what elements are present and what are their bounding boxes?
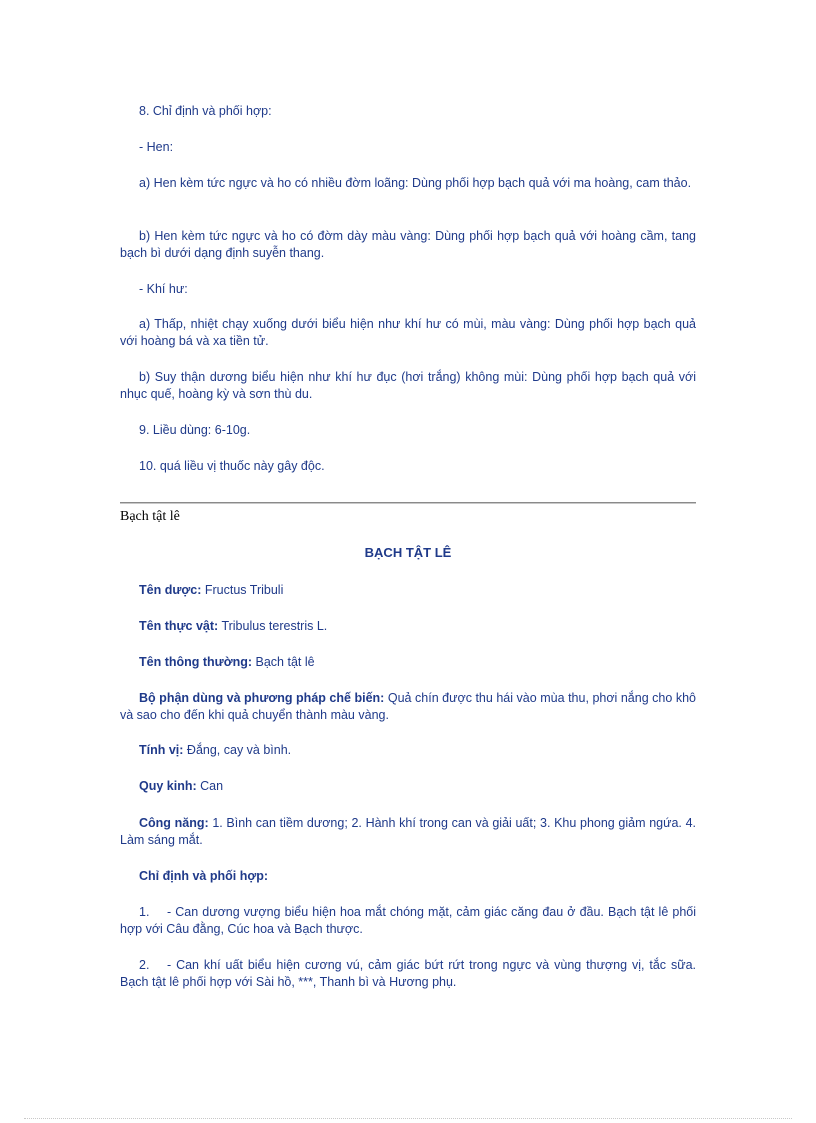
list-item	[120, 957, 696, 991]
quy-kinh-field	[120, 778, 696, 795]
cong-nang-field	[120, 815, 696, 849]
ten-thong-thuong-value: Bạch tật lê	[252, 655, 315, 669]
hen-heading: - Hen:	[139, 140, 174, 154]
ten-thong-thuong-label: Tên thông thường:	[139, 655, 253, 669]
ten-duoc-label: Tên dược:	[139, 583, 202, 597]
ten-duoc-field	[120, 582, 696, 599]
overdose-paragraph: 10. quá liều vị thuốc này gây độc.	[139, 459, 325, 473]
bo-phan-label: Bộ phận dùng và phương pháp chế biến:	[139, 691, 385, 705]
ten-thuc-vat-value: Tribulus terestris L.	[218, 619, 328, 633]
quy-kinh-label: Quy kinh:	[139, 779, 197, 793]
chi-dinh-label: Chỉ định và phối hợp:	[139, 869, 269, 883]
hen-item-a: a) Hen kèm tức ngực và ho có nhiều đờm loãng: Dùng phối hợp bạch quả với ma hoàng, cam thảo.	[139, 176, 692, 190]
page-bottom-border	[24, 1118, 792, 1119]
list-item-number: 1.	[139, 905, 150, 919]
ten-thong-thuong-field	[120, 654, 696, 671]
quy-kinh-value: Can	[196, 779, 224, 793]
khi-hu-item-a: a) Thấp, nhiệt chạy xuống dưới biểu hiện như khí hư có mùi, màu vàng: Dùng phối hợp bạch quả với hoàng bá và xa tiền tử.	[120, 317, 696, 348]
bo-phan-field	[120, 690, 696, 724]
hen-item-b: b) Hen kèm tức ngực và ho có đờm dày màu vàng: Dùng phối hợp bạch quả với hoàng cầm, tang bạch bì dưới dạng định suyễn thang.	[120, 229, 696, 260]
cong-nang-value: 1. Bình can tiềm dương; 2. Hành khí trong can và giải uất; 3. Khu phong giảm ngứa. 4. Làm sáng mắt.	[120, 816, 696, 847]
list-item	[120, 904, 696, 938]
tinh-vi-field	[120, 742, 696, 759]
page-title: BẠCH TẬT LÊ	[364, 545, 452, 560]
cong-nang-label: Công năng:	[139, 816, 209, 830]
chi-dinh-heading	[120, 868, 696, 885]
horizontal-divider	[120, 502, 696, 504]
list-item-number: 2.	[139, 958, 150, 972]
tinh-vi-label: Tính vị:	[139, 743, 184, 757]
section-heading: Bạch tật lê	[120, 509, 180, 524]
section-8-heading: 8. Chỉ định và phối hợp:	[139, 104, 272, 118]
list-item-text: - Can dương vượng biểu hiện hoa mắt chóng mặt, cảm giác căng đau ở đầu. Bạch tật lê phối hợp với Câu đằng, Cúc hoa và Bạch thược.	[120, 905, 696, 936]
bo-phan-value: Quả chín được thu hái vào mùa thu, phơi nắng cho khô và sao cho đến khi quả chuyển thành màu vàng.	[120, 691, 696, 722]
tinh-vi-value: Đắng, cay và bình.	[183, 743, 292, 757]
ten-thuc-vat-field	[120, 618, 696, 635]
list-item-text: - Can khí uất biểu hiện cương vú, cảm giác bứt rứt trong ngực và vùng thượng vị, tắc sữa. Bạch tật lê phối hợp với Sài hồ, ***, Thanh bì và Hương phụ.	[120, 958, 696, 989]
khi-hu-item-b: b) Suy thận dương biểu hiện như khí hư đục (hơi trắng) không mùi: Dùng phối hợp bạch quả với nhục quế, hoàng kỳ và sơn thù du.	[120, 370, 696, 401]
ten-thuc-vat-label: Tên thực vật:	[139, 619, 219, 633]
dosage-paragraph: 9. Liều dùng: 6-10g.	[139, 423, 251, 437]
ten-duoc-value: Fructus Tribuli	[201, 583, 284, 597]
khi-hu-heading: - Khí hư:	[139, 282, 188, 296]
